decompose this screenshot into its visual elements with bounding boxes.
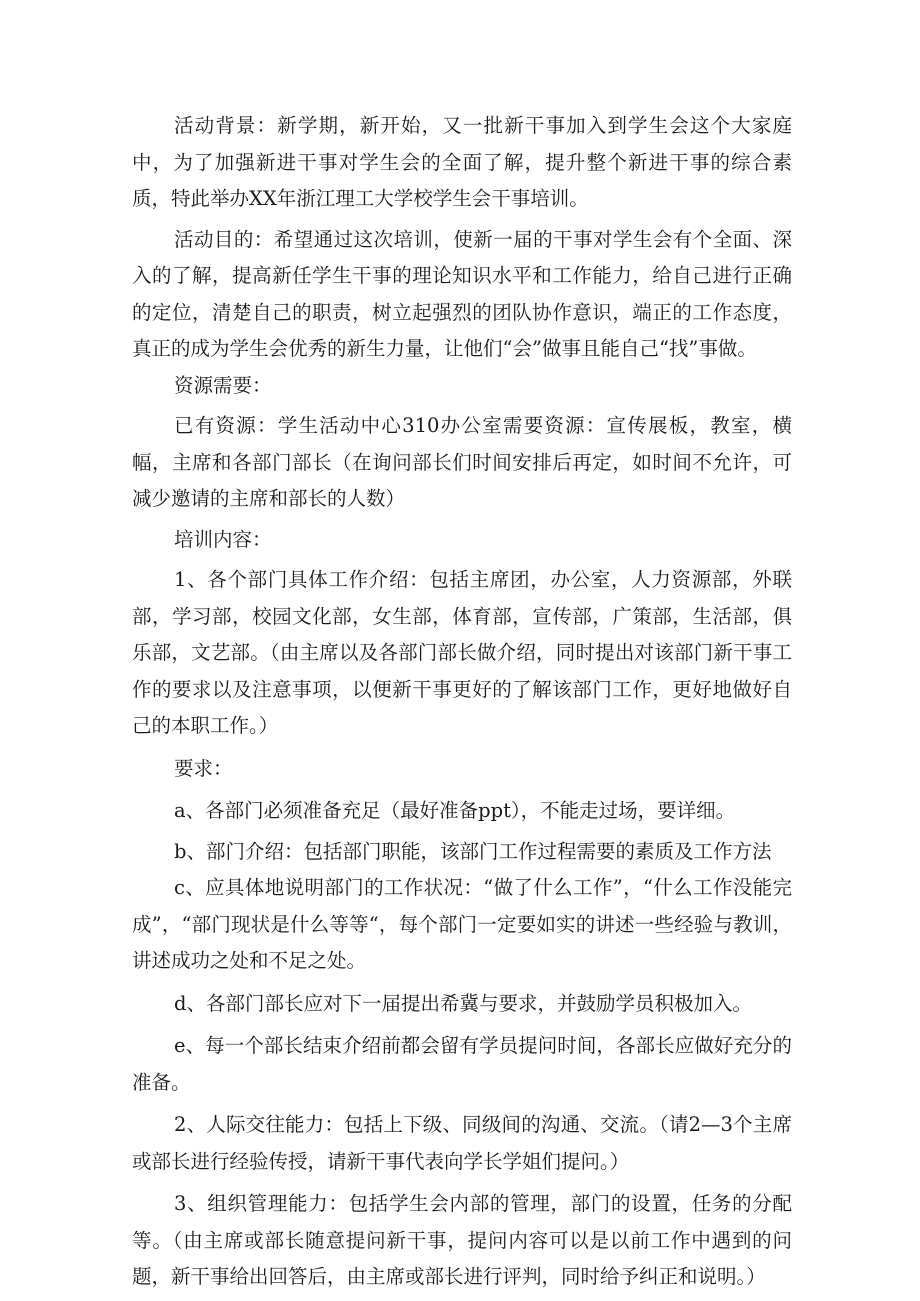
paragraph-item-1: 1、各个部门具体工作介绍：包括主席团，办公室，人力资源部，外联部，学习部，校园文化部，女生部，体育部，宣传部，广策部，生活部，俱乐部，文艺部。（由主席以及各部门部长做介绍，同时提出对该部门新干事工作的要求以及注意事项，以便新干事更好的了解该部门工作，更好地做好自己的本职工作。） xyxy=(132,568,792,737)
heading-resources: 资源需要： xyxy=(174,373,272,397)
heading-training-content: 培训内容： xyxy=(174,527,272,551)
document-body xyxy=(132,108,792,1296)
paragraph-purpose: 活动目的：希望通过这次培训，使新一届的干事对学生会有个全面、深入的了解，提高新任学生干事的理论知识水平和工作能力，给自己进行正确的定位，清楚自己的职责，树立起强烈的团队协作意识，端正的工作态度，真正的成为学生会优秀的新生力量，让他们“会”做事且能自己“找”事做。 xyxy=(132,227,792,360)
heading-requirements: 要求： xyxy=(174,756,233,780)
requirement-c: c、应具体地说明部门的工作状况：“做了什么工作”，“什么工作没能完成”，“部门现状是什么等等“，每个部门一定要如实的讲述一些经验与教训，讲述成功之处和不足之处。 xyxy=(132,876,792,972)
requirement-e: e、每一个部长结束介绍前都会留有学员提问时间，各部长应做好充分的准备。 xyxy=(132,1034,792,1094)
paragraph-item-2: 2、人际交往能力：包括上下级、同级间的沟通、交流。（请2—3个主席或部长进行经验传授，请新干事代表向学长学姐们提问。） xyxy=(132,1113,792,1173)
paragraph-background: 活动背景：新学期，新开始，又一批新干事加入到学生会这个大家庭中，为了加强新进干事对学生会的全面了解，提升整个新进干事的综合素质，特此举办XX年浙江理工大学校学生会干事培训。 xyxy=(132,114,792,210)
requirement-b: b、部门介绍：包括部门职能，该部门工作过程需要的素质及工作方法 xyxy=(174,839,772,863)
paragraph-resources: 已有资源：学生活动中心310办公室需要资源：宣传展板，教室，横幅，主席和各部门部长（在询问部长们时间安排后再定，如时间不允许，可减少邀请的主席和部长的人数） xyxy=(132,414,792,510)
requirement-a: a、各部门必须准备充足（最好准备ppt），不能走过场，要详细。 xyxy=(174,799,736,822)
paragraph-item-3: 3、组织管理能力：包括学生会内部的管理，部门的设置，任务的分配等。（由主席或部长随意提问新干事，提问内容可以是以前工作中遇到的问题，新干事给出回答后，由主席或部长进行评判，同时给予纠正和说明。） xyxy=(132,1192,792,1288)
requirement-d: d、各部门部长应对下一届提出希冀与要求，并鼓励学员积极加入。 xyxy=(174,991,752,1015)
